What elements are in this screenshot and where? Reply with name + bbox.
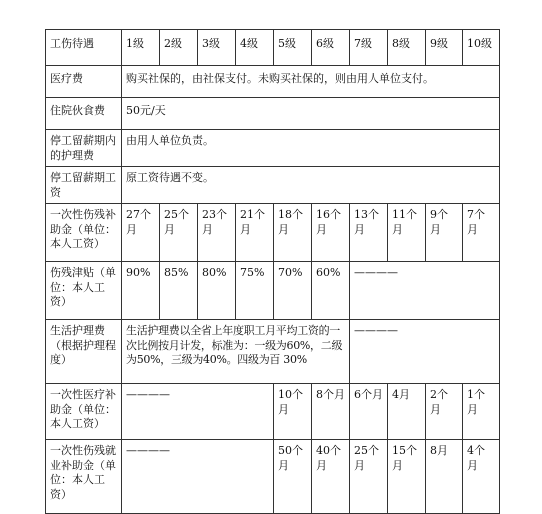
- medical-lump-cell: 2个月: [426, 384, 463, 440]
- injury-benefits-table: [45, 29, 500, 514]
- care-fee-row: [46, 320, 500, 384]
- allowance-cell: 60%: [312, 262, 350, 320]
- allowance-cell: 85%: [160, 262, 198, 320]
- lump-sum-cell: 25个月: [160, 204, 198, 262]
- grade-10: 10级: [463, 30, 500, 66]
- grade-9: 9级: [426, 30, 463, 66]
- header-row: [46, 30, 500, 66]
- allowance-cell: 90%: [122, 262, 160, 320]
- medical-fee-label: 医疗费: [46, 66, 122, 98]
- allowance-rest: ————: [350, 262, 500, 320]
- meal-fee-text: 50元/天: [122, 98, 500, 130]
- medical-lump-cell: 4月: [388, 384, 426, 440]
- medical-lump-dash: ————: [122, 384, 274, 440]
- employment-lump-label: 一次性伤残就业补助金（单位：本人工资）: [46, 440, 122, 514]
- medical-lump-row: [46, 384, 500, 440]
- wage-label: 停工留薪期工资: [46, 167, 122, 204]
- employment-lump-cell: 25个月: [350, 440, 388, 514]
- care-fee-text: 生活护理费以全省上年度职工月平均工资的一次比例按月计发，标准为：一级为60%，二级为50%，三级为40%。四级为百 30%: [122, 320, 350, 384]
- grade-8: 8级: [388, 30, 426, 66]
- wage-row: [46, 167, 500, 204]
- grade-3: 3级: [198, 30, 236, 66]
- wage-text: 原工资待遇不变。: [122, 167, 500, 204]
- medical-lump-cell: 6个月: [350, 384, 388, 440]
- lump-sum-cell: 23个月: [198, 204, 236, 262]
- allowance-row: [46, 262, 500, 320]
- lump-sum-label: 一次性伤残补助金（单位：本人工资）: [46, 204, 122, 262]
- medical-lump-cell: 8个月: [312, 384, 350, 440]
- grade-4: 4级: [236, 30, 274, 66]
- header-label: 工伤待遇: [46, 30, 122, 66]
- lump-sum-cell: 27个月: [122, 204, 160, 262]
- lump-sum-cell: 7个月: [463, 204, 500, 262]
- medical-fee-text: 购买社保的，由社保支付。未购买社保的，则由用人单位支付。: [122, 66, 500, 98]
- employment-lump-dash: ————: [122, 440, 274, 514]
- medical-lump-cell: 1个月: [463, 384, 500, 440]
- grade-7: 7级: [350, 30, 388, 66]
- meal-fee-label: 住院伙食费: [46, 98, 122, 130]
- care-fee-rest: ————: [350, 320, 500, 384]
- lump-sum-cell: 18个月: [274, 204, 312, 262]
- medical-lump-cell: 10个月: [274, 384, 312, 440]
- allowance-cell: 80%: [198, 262, 236, 320]
- meal-fee-row: [46, 98, 500, 130]
- lump-sum-cell: 11个月: [388, 204, 426, 262]
- lump-sum-cell: 13个月: [350, 204, 388, 262]
- allowance-label: 伤残津贴（单位：本人工资）: [46, 262, 122, 320]
- lump-sum-cell: 9个月: [426, 204, 463, 262]
- lump-sum-cell: 21个月: [236, 204, 274, 262]
- care-fee-label: 生活护理费（根据护理程度）: [46, 320, 122, 384]
- employment-lump-cell: 4个月: [463, 440, 500, 514]
- nursing-fee-row: [46, 130, 500, 167]
- grade-6: 6级: [312, 30, 350, 66]
- medical-lump-label: 一次性医疗补助金（单位：本人工资）: [46, 384, 122, 440]
- employment-lump-cell: 40个月: [312, 440, 350, 514]
- allowance-cell: 75%: [236, 262, 274, 320]
- nursing-fee-text: 由用人单位负责。: [122, 130, 500, 167]
- grade-1: 1级: [122, 30, 160, 66]
- employment-lump-cell: 50个月: [274, 440, 312, 514]
- lump-sum-row: [46, 204, 500, 262]
- grade-2: 2级: [160, 30, 198, 66]
- lump-sum-cell: 16个月: [312, 204, 350, 262]
- allowance-cell: 70%: [274, 262, 312, 320]
- employment-lump-row: [46, 440, 500, 514]
- medical-fee-row: [46, 66, 500, 98]
- grade-5: 5级: [274, 30, 312, 66]
- nursing-fee-label: 停工留薪期内的护理费: [46, 130, 122, 167]
- employment-lump-cell: 15个月: [388, 440, 426, 514]
- employment-lump-cell: 8月: [426, 440, 463, 514]
